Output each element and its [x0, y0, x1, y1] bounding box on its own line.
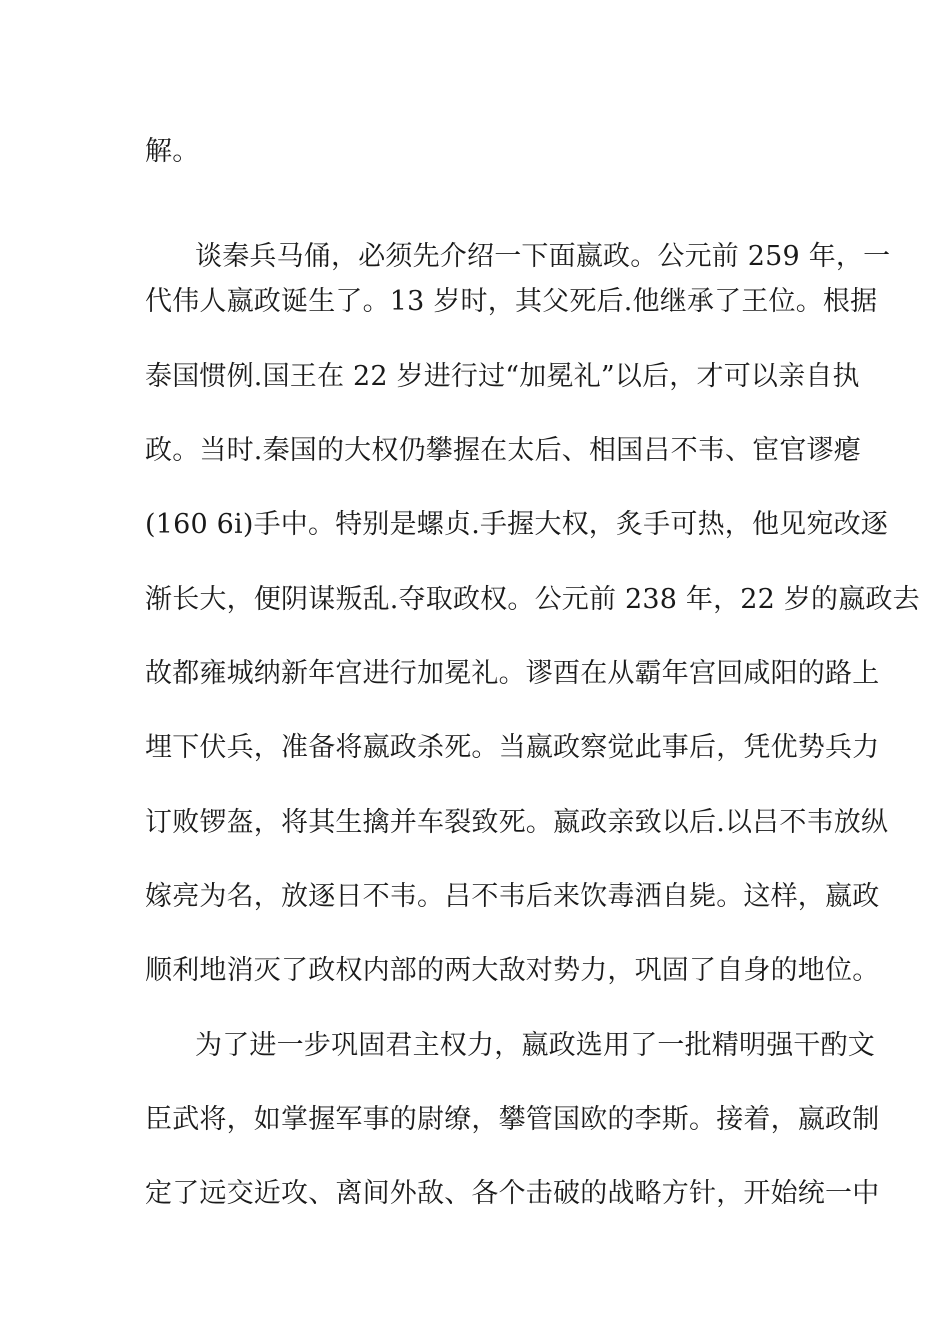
paragraph-3-line-1: 为了进一步巩固君主权力，嬴政选用了一批精明强干酌文 — [195, 1030, 875, 1061]
paragraph-2-line-7: 故都雍城纳新年宫进行加冕礼。谬酉在从霸年宫回咸阳的路上 — [145, 658, 880, 689]
paragraph-2-line-8: 埋下伏兵，准备将嬴政杀死。当嬴政察觉此事后，凭优势兵力 — [145, 732, 880, 763]
paragraph-2-line-11: 顺利地消灭了政权内部的两大敌对势力，巩固了自身的地位。 — [145, 955, 880, 986]
paragraph-2-line-2: 代伟人嬴政诞生了。13 岁时，其父死后.他继承了王位。根据 — [145, 286, 878, 317]
paragraph-2-line-3: 泰国惯例.国王在 22 岁进行过“加冕礼”以后，才可以亲自执 — [145, 361, 860, 392]
paragraph-2-line-4: 政。当时.秦国的大权仍攀握在太后、相国吕不韦、宦官谬瘪 — [145, 435, 861, 466]
paragraph-2-line-1: 谈秦兵马俑，必须先介绍一下面嬴政。公元前 259 年，一 — [195, 241, 891, 272]
paragraph-2-line-9: 订败锣盔，将其生擒并车裂致死。嬴政亲致以后.以吕不韦放纵 — [145, 807, 889, 838]
paragraph-3-line-3: 定了远交近攻、离间外敌、各个击破的战略方针，开始统一中 — [145, 1178, 880, 1209]
paragraph-2-line-6: 渐长大，便阴谋叛乱.夺取政权。公元前 238 年，22 岁的嬴政去 — [145, 584, 920, 615]
paragraph-3-line-2: 臣武将，如掌握军事的尉缭，攀管国欧的李斯。接着，嬴政制 — [145, 1104, 880, 1135]
text-line-1: 解。 — [145, 136, 200, 167]
paragraph-2-line-5: (160 6i)手中。特别是螺贞.手握大权，炙手可热，他见宛改逐 — [145, 509, 888, 540]
paragraph-2-line-10: 嫁亮为名，放逐日不韦。吕不韦后来饮毒洒自毙。这样，嬴政 — [145, 881, 880, 912]
